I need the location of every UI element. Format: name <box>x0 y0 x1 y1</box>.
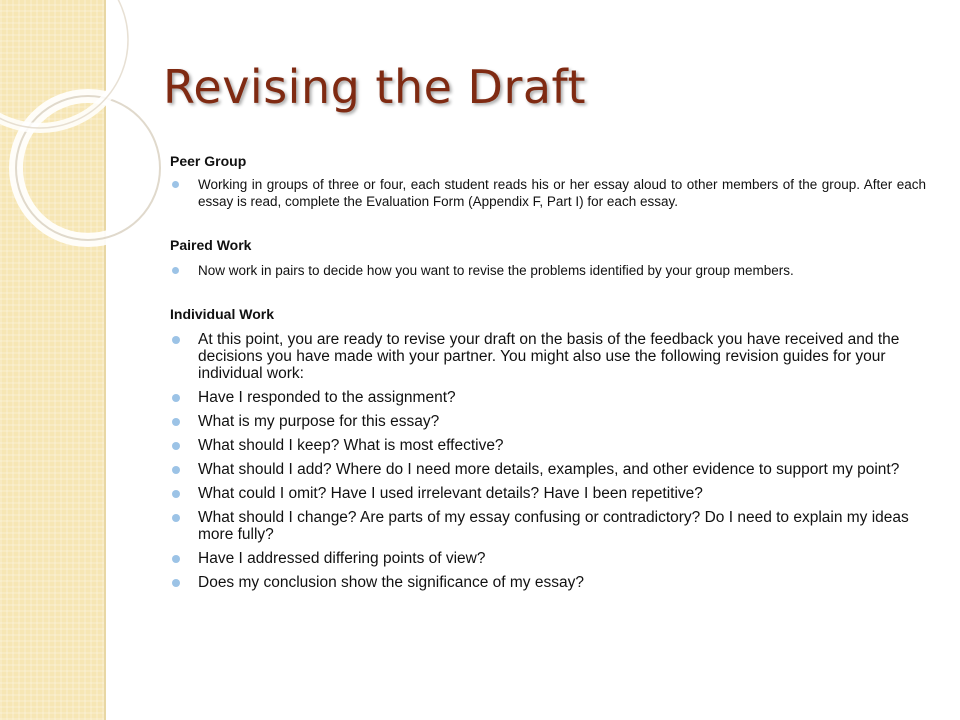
list-item: What should I keep? What is most effective? <box>170 437 926 454</box>
section-heading-individual-work: Individual Work <box>170 306 274 322</box>
list-item: What is my purpose for this essay? <box>170 413 926 430</box>
list-item: Working in groups of three or four, each student reads his or her essay aloud to other members of the group. After each essay is read, complete the Evaluation Form (Appendix F, Part I) for each essay. <box>170 176 926 210</box>
section-heading-peer-group: Peer Group <box>170 153 247 169</box>
paired-work-list <box>170 262 926 279</box>
list-item: What should I change? Are parts of my essay confusing or contradictory? Do I need to explain my ideas more fully? <box>170 509 926 543</box>
list-item: Have I addressed differing points of view? <box>170 550 926 567</box>
list-item: Does my conclusion show the significance of my essay? <box>170 574 926 591</box>
list-item: At this point, you are ready to revise your draft on the basis of the feedback you have received and the decisions you have made with your partner. You might also use the following revision guides for your individual work: <box>170 331 926 382</box>
list-item: What could I omit? Have I used irrelevant details? Have I been repetitive? <box>170 485 926 502</box>
section-heading-paired-work: Paired Work <box>170 237 252 253</box>
slide-title: Revising the Draft <box>163 60 586 114</box>
individual-work-list <box>170 331 926 591</box>
list-item: Have I responded to the assignment? <box>170 389 926 406</box>
list-item: Now work in pairs to decide how you want to revise the problems identified by your group members. <box>170 262 926 279</box>
peer-group-list <box>170 176 926 210</box>
slide-body <box>170 153 926 598</box>
list-item: What should I add? Where do I need more details, examples, and other evidence to support my point? <box>170 461 926 478</box>
